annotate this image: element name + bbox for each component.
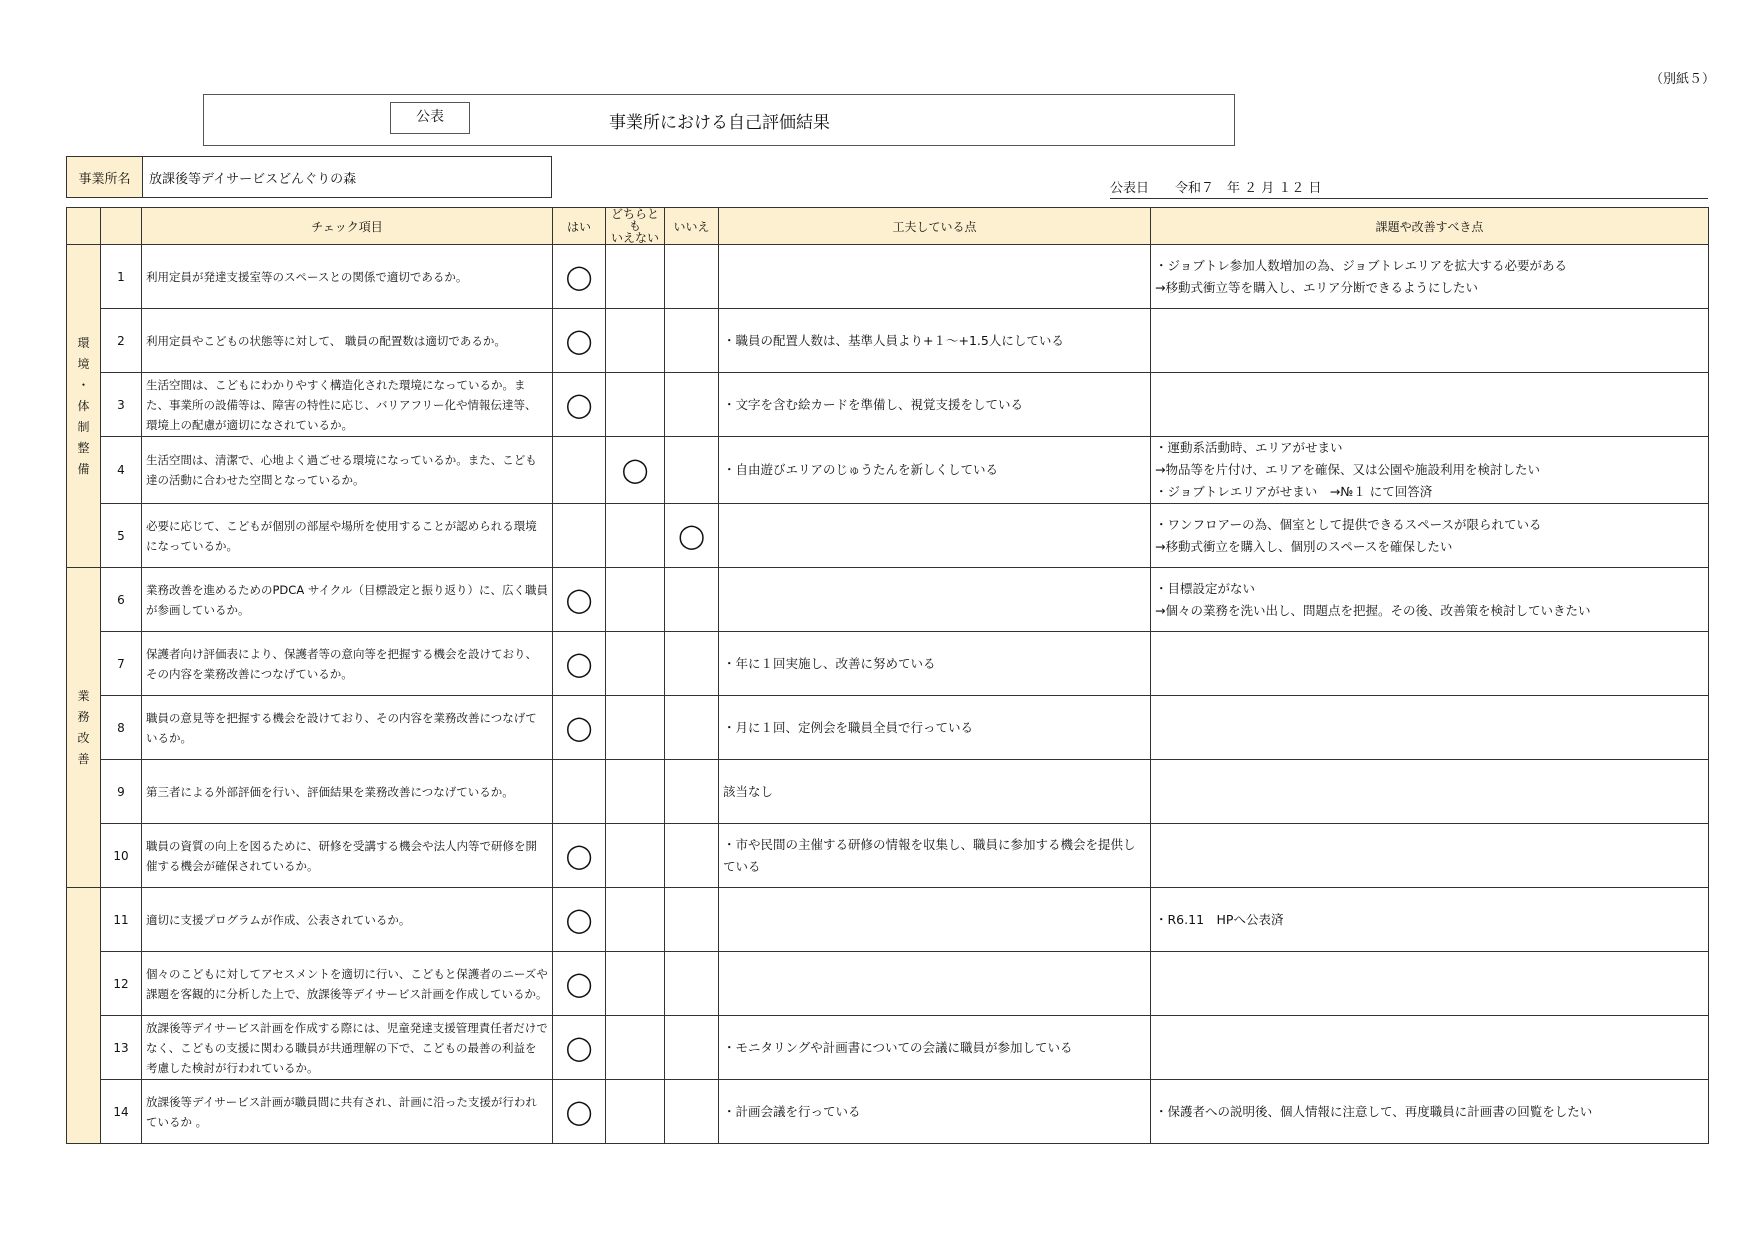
answer-no-cell (665, 760, 719, 824)
answer-neither-cell (606, 373, 665, 437)
answer-yes-cell (553, 824, 606, 888)
answer-yes-cell (553, 1016, 606, 1080)
circle-mark-icon: ◯ (565, 1097, 593, 1126)
answer-yes-cell (553, 952, 606, 1016)
efforts-text: ・モニタリングや計画書についての会議に職員が参加している (719, 1016, 1151, 1080)
check-item-text: 業務改善を進めるためのPDCA サイクル（目標設定と振り返り）に、広く職員が参画しているか。 (142, 568, 553, 632)
issues-text: ・ワンフロアーの為、個室として提供できるスペースが限られている →移動式衝立を購入し、個別のスペースを確保したい (1151, 504, 1709, 568)
header-check-item: チェック項目 (142, 208, 553, 245)
office-name: 放課後等デイサービスどんぐりの森 (149, 171, 357, 187)
table-row (67, 888, 1709, 952)
row-number: 9 (101, 760, 142, 824)
issues-text (1151, 760, 1709, 824)
answer-neither-cell (606, 437, 665, 504)
section-char: 整 (77, 440, 90, 455)
answer-no-cell (665, 952, 719, 1016)
issues-text (1151, 632, 1709, 696)
answer-yes-cell (553, 696, 606, 760)
answer-yes-cell (553, 632, 606, 696)
circle-mark-icon: ◯ (678, 521, 705, 550)
check-item-text: 生活空間は、清潔で、心地よく過ごせる環境になっているか。また、こども達の活動に合わせた空間となっているか。 (142, 437, 553, 504)
issues-text (1151, 824, 1709, 888)
section-char: 体 (77, 398, 90, 413)
answer-neither-cell (606, 824, 665, 888)
answer-neither-cell (606, 696, 665, 760)
answer-neither-cell (606, 309, 665, 373)
efforts-text (719, 888, 1151, 952)
circle-mark-icon: ◯ (565, 326, 593, 355)
section-label (67, 888, 101, 1144)
answer-yes-cell (553, 1080, 606, 1144)
check-item-text: 職員の意見等を把握する機会を設けており、その内容を業務改善につなげているか。 (142, 696, 553, 760)
header-neither-label: どちらとも いえない (610, 207, 659, 245)
section-char: 備 (77, 461, 90, 476)
table-row (67, 824, 1709, 888)
row-number: 2 (101, 309, 142, 373)
answer-neither-cell (606, 1016, 665, 1080)
efforts-text (719, 504, 1151, 568)
issues-text: ・保護者への説明後、個人情報に注意して、再度職員に計画書の回覧をしたい (1151, 1080, 1709, 1144)
office-box (66, 156, 552, 198)
row-number: 4 (101, 437, 142, 504)
circle-mark-icon: ◯ (565, 905, 593, 934)
publish-date: 公表日 令和７ 年 ２ 月 １２ 日 (1110, 181, 1322, 196)
table-header-row (67, 208, 1709, 245)
table-row (67, 1080, 1709, 1144)
row-number: 8 (101, 696, 142, 760)
answer-neither-cell (606, 888, 665, 952)
efforts-text: 該当なし (719, 760, 1151, 824)
row-number: 3 (101, 373, 142, 437)
section-char: ・ (77, 377, 90, 392)
table-row (67, 760, 1709, 824)
row-number: 10 (101, 824, 142, 888)
answer-neither-cell (606, 952, 665, 1016)
circle-mark-icon: ◯ (565, 969, 593, 998)
header-section (67, 208, 101, 245)
section-text (77, 686, 89, 770)
section-char: 環 (77, 335, 90, 350)
section-char: 境 (77, 356, 90, 371)
efforts-text: ・年に１回実施し、改善に努めている (719, 632, 1151, 696)
row-number: 14 (101, 1080, 142, 1144)
issues-text: ・R6.11 HPへ公表済 (1151, 888, 1709, 952)
answer-yes-cell (553, 437, 606, 504)
row-number: 11 (101, 888, 142, 952)
answer-no-cell (665, 1016, 719, 1080)
answer-no-cell (665, 632, 719, 696)
section-char: 業 (77, 688, 90, 703)
header-yes: はい (553, 208, 606, 245)
answer-yes-cell (553, 888, 606, 952)
section-char: 善 (77, 751, 90, 766)
section-char: 務 (77, 709, 90, 724)
row-number: 1 (101, 245, 142, 309)
table-row (67, 696, 1709, 760)
circle-mark-icon: ◯ (565, 713, 593, 742)
answer-yes-cell (553, 568, 606, 632)
section-char: 改 (77, 730, 90, 745)
issues-text (1151, 309, 1709, 373)
row-number: 7 (101, 632, 142, 696)
check-item-text: 職員の資質の向上を図るために、研修を受講する機会や法人内等で研修を開催する機会が確保されているか。 (142, 824, 553, 888)
check-item-text: 放課後等デイサービス計画が職員間に共有され、計画に沿った支援が行われているか 。 (142, 1080, 553, 1144)
answer-yes-cell (553, 245, 606, 309)
document-id: （別紙５） (1650, 72, 1716, 87)
check-item-text: 保護者向け評価表により、保護者等の意向等を把握する機会を設けており、その内容を業務改善につなげているか。 (142, 632, 553, 696)
table-row (67, 632, 1709, 696)
answer-neither-cell (606, 504, 665, 568)
issues-text: ・目標設定がない →個々の業務を洗い出し、問題点を把握。その後、改善策を検討していきたい (1151, 568, 1709, 632)
answer-neither-cell (606, 568, 665, 632)
circle-mark-icon: ◯ (565, 1033, 593, 1062)
efforts-text (719, 245, 1151, 309)
issues-text (1151, 373, 1709, 437)
header-issues: 課題や改善すべき点 (1151, 208, 1709, 245)
row-number: 13 (101, 1016, 142, 1080)
table-row (67, 1016, 1709, 1080)
section-char: 制 (77, 419, 90, 434)
answer-no-cell (665, 824, 719, 888)
office-label: 事業所名 (67, 157, 143, 197)
check-item-text: 第三者による外部評価を行い、評価結果を業務改善につなげているか。 (142, 760, 553, 824)
check-item-text: 必要に応じて、こどもが個別の部屋や場所を使用することが認められる環境になっているか。 (142, 504, 553, 568)
issues-text (1151, 952, 1709, 1016)
efforts-text (719, 568, 1151, 632)
table-row (67, 568, 1709, 632)
answer-no-cell (665, 504, 719, 568)
answer-neither-cell (606, 1080, 665, 1144)
check-item-text: 利用定員が発達支援室等のスペースとの関係で適切であるか。 (142, 245, 553, 309)
row-number: 6 (101, 568, 142, 632)
table-row (67, 504, 1709, 568)
table-row (67, 437, 1709, 504)
efforts-text: ・市や民間の主催する研修の情報を収集し、職員に参加する機会を提供している (719, 824, 1151, 888)
public-badge: 公表 (390, 102, 470, 134)
issues-text (1151, 696, 1709, 760)
efforts-text: ・文字を含む絵カードを準備し、視覚支援をしている (719, 373, 1151, 437)
check-item-text: 個々のこどもに対してアセスメントを適切に行い、こどもと保護者のニーズや課題を客観的に分析した上で、放課後等デイサービス計画を作成しているか。 (142, 952, 553, 1016)
answer-yes-cell (553, 309, 606, 373)
check-item-text: 適切に支援プログラムが作成、公表されているか。 (142, 888, 553, 952)
header-no: いいえ (665, 208, 719, 245)
answer-yes-cell (553, 373, 606, 437)
efforts-text: ・計画会議を行っている (719, 1080, 1151, 1144)
table-row (67, 245, 1709, 309)
answer-no-cell (665, 568, 719, 632)
efforts-text (719, 952, 1151, 1016)
answer-no-cell (665, 245, 719, 309)
circle-mark-icon: ◯ (621, 456, 649, 484)
header-efforts: 工夫している点 (719, 208, 1151, 245)
row-number: 12 (101, 952, 142, 1016)
answer-neither-cell (606, 760, 665, 824)
check-item-text: 生活空間は、こどもにわかりやすく構造化された環境になっているか。また、事業所の設備等は、障害の特性に応じ、バリアフリー化や情報伝達等、環境上の配慮が適切になされているか。 (142, 373, 553, 437)
issues-text (1151, 1016, 1709, 1080)
publish-date-underline (1110, 198, 1708, 199)
evaluation-table (66, 207, 1709, 1144)
section-label (67, 245, 101, 568)
efforts-text: ・職員の配置人数は、基準人員より+１～+1.5人にしている (719, 309, 1151, 373)
table-row (67, 373, 1709, 437)
issues-text: ・ジョブトレ参加人数増加の為、ジョブトレエリアを拡大する必要がある →移動式衝立等を購入し、エリア分断できるようにしたい (1151, 245, 1709, 309)
title-box (203, 94, 1235, 146)
table-body (67, 245, 1709, 1144)
circle-mark-icon: ◯ (565, 841, 593, 870)
efforts-text: ・月に１回、定例会を職員全員で行っている (719, 696, 1151, 760)
section-text (77, 333, 89, 480)
header-neither (606, 208, 665, 245)
answer-no-cell (665, 1080, 719, 1144)
header-number (101, 208, 142, 245)
answer-yes-cell (553, 760, 606, 824)
answer-no-cell (665, 888, 719, 952)
circle-mark-icon: ◯ (565, 585, 593, 614)
answer-neither-cell (606, 632, 665, 696)
table-row (67, 309, 1709, 373)
check-item-text: 利用定員やこどもの状態等に対して、 職員の配置数は適切であるか。 (142, 309, 553, 373)
circle-mark-icon: ◯ (565, 649, 593, 678)
circle-mark-icon: ◯ (565, 390, 593, 419)
answer-no-cell (665, 373, 719, 437)
circle-mark-icon: ◯ (565, 262, 593, 291)
issues-text: ・運動系活動時、エリアがせまい →物品等を片付け、エリアを確保、又は公園や施設利用を検討したい ・ジョブトレエリアがせまい →№１ にて回答済 (1151, 437, 1709, 504)
answer-no-cell (665, 309, 719, 373)
efforts-text: ・自由遊びエリアのじゅうたんを新しくしている (719, 437, 1151, 504)
page-title: 事業所における自己評価結果 (609, 113, 830, 133)
answer-no-cell (665, 696, 719, 760)
table-row (67, 952, 1709, 1016)
answer-no-cell (665, 437, 719, 504)
section-label (67, 568, 101, 888)
check-item-text: 放課後等デイサービス計画を作成する際には、児童発達支援管理責任者だけでなく、こどもの支援に関わる職員が共通理解の下で、こどもの最善の利益を考慮した検討が行われているか。 (142, 1016, 553, 1080)
row-number: 5 (101, 504, 142, 568)
answer-yes-cell (553, 504, 606, 568)
answer-neither-cell (606, 245, 665, 309)
